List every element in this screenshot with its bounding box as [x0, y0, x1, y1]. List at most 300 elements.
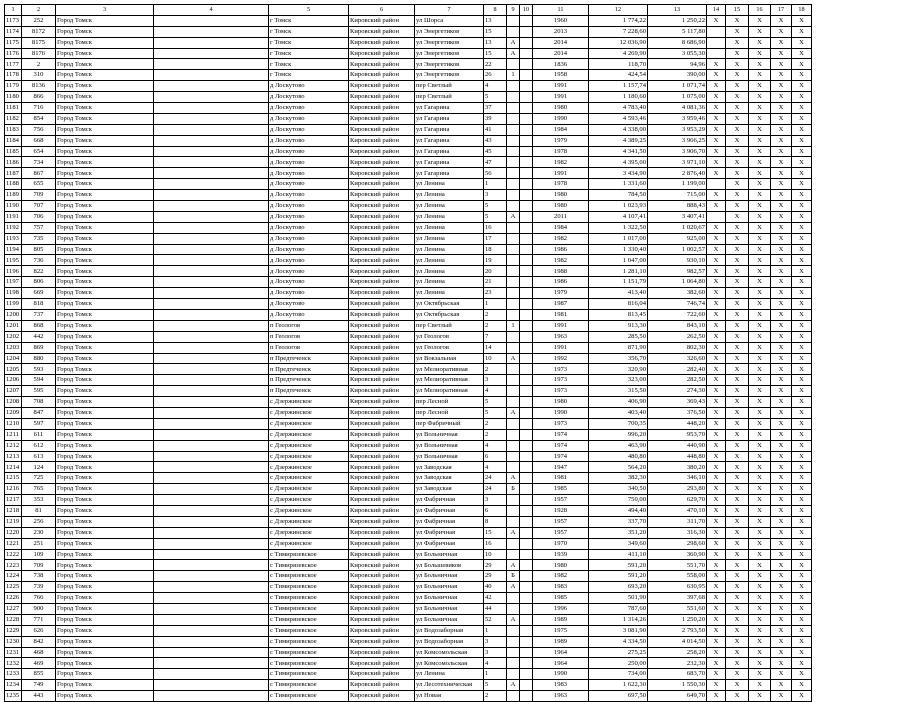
cell-flag-14: X [707, 190, 726, 201]
cell-flag-16: X [749, 647, 771, 658]
cell-year-built: 2013 [533, 26, 589, 37]
table-row [5, 277, 812, 288]
cell-building-letter [507, 244, 520, 255]
cell-object-id: 654 [22, 146, 56, 157]
cell-street: ул Шорса [415, 15, 484, 26]
cell-flag-14: X [707, 593, 726, 604]
table-row [5, 320, 812, 331]
cell-street: ул Ленина [415, 201, 484, 212]
cell-settlement: п Геологов [269, 320, 349, 331]
cell-house-number: 7 [484, 331, 507, 342]
cell-flag-17: X [771, 211, 792, 222]
cell-settlement: д Лоскутово [269, 135, 349, 146]
cell-municipality: Город Томск [56, 59, 154, 70]
cell-flag-15: X [726, 146, 749, 157]
column-header-district: 6 [349, 5, 415, 16]
cell-flag-17: X [771, 266, 792, 277]
cell-row-number: 1217 [5, 495, 22, 506]
cell-object-id: 594 [22, 375, 56, 386]
cell-total-area: 1 774,22 [589, 15, 648, 26]
cell-municipality: Город Томск [56, 429, 154, 440]
cell-flag-15: X [726, 277, 749, 288]
cell-flag-16: X [749, 625, 771, 636]
cell-municipality: Город Томск [56, 549, 154, 560]
cell-settlement: с Дзержинское [269, 440, 349, 451]
cell-flag-15: X [726, 647, 749, 658]
cell-settlement: д Лоскутово [269, 201, 349, 212]
cell-year-built: 1984 [533, 222, 589, 233]
cell-flag-14: X [707, 669, 726, 680]
cell-flag-17: X [771, 593, 792, 604]
cell-street: ул Комсомольская [415, 647, 484, 658]
cell-flag-15: X [726, 15, 749, 26]
cell-settlement: д Лоскутово [269, 211, 349, 222]
cell-flag-14: X [707, 157, 726, 168]
cell-building-block [520, 582, 533, 593]
cell-total-area: 784,50 [589, 190, 648, 201]
cell-row-number: 1218 [5, 505, 22, 516]
cell-object-id: 597 [22, 418, 56, 429]
cell-total-area: 697,50 [589, 691, 648, 702]
cell-object-id: 469 [22, 658, 56, 669]
cell-year-built: 1957 [533, 527, 589, 538]
cell-flag-15: X [726, 625, 749, 636]
cell-flag-14: X [707, 462, 726, 473]
column-header-settlement: 5 [269, 5, 349, 16]
cell-building-letter: А [507, 473, 520, 484]
cell-year-built: 2014 [533, 48, 589, 59]
cell-note [154, 484, 269, 495]
cell-note [154, 157, 269, 168]
cell-settlement: д Лоскутово [269, 299, 349, 310]
cell-street: пер Лесной [415, 397, 484, 408]
cell-street: ул Геологов [415, 331, 484, 342]
cell-total-area: 424,54 [589, 70, 648, 81]
table-row [5, 625, 812, 636]
cell-year-built: 1982 [533, 571, 589, 582]
cell-district: Кировский район [349, 277, 415, 288]
cell-municipality: Город Томск [56, 407, 154, 418]
table-row [5, 255, 812, 266]
cell-municipality: Город Томск [56, 462, 154, 473]
cell-object-id: 81 [22, 505, 56, 516]
cell-living-area: 5 117,80 [648, 26, 707, 37]
cell-flag-15: X [726, 429, 749, 440]
cell-flag-16: X [749, 451, 771, 462]
cell-flag-17: X [771, 397, 792, 408]
cell-building-block [520, 92, 533, 103]
cell-settlement: г Томск [269, 59, 349, 70]
cell-district: Кировский район [349, 680, 415, 691]
column-header-row-number: 1 [5, 5, 22, 16]
cell-street: ул Мелиоративная [415, 375, 484, 386]
cell-building-letter: А [507, 582, 520, 593]
cell-house-number: 26 [484, 70, 507, 81]
cell-house-number: 5 [484, 407, 507, 418]
cell-total-area: 913,30 [589, 320, 648, 331]
cell-flag-14: X [707, 527, 726, 538]
cell-flag-18: X [792, 124, 812, 135]
cell-flag-15: X [726, 473, 749, 484]
cell-flag-17: X [771, 538, 792, 549]
cell-house-number: 2 [484, 309, 507, 320]
cell-flag-14: X [707, 277, 726, 288]
cell-street: ул Заводская [415, 473, 484, 484]
cell-house-number: 6 [484, 505, 507, 516]
cell-object-id: 8176 [22, 48, 56, 59]
table-row [5, 658, 812, 669]
table-row [5, 375, 812, 386]
cell-flag-14 [707, 26, 726, 37]
cell-district: Кировский район [349, 560, 415, 571]
cell-year-built: 1979 [533, 135, 589, 146]
cell-note [154, 255, 269, 266]
cell-street: ул Фабричная [415, 495, 484, 506]
cell-row-number: 1228 [5, 614, 22, 625]
table-row [5, 669, 812, 680]
cell-total-area: 871,90 [589, 342, 648, 353]
cell-living-area: 802,30 [648, 342, 707, 353]
cell-building-block [520, 37, 533, 48]
cell-street: ул Вольничная [415, 429, 484, 440]
cell-house-number: 8 [484, 516, 507, 527]
cell-building-block [520, 375, 533, 386]
cell-total-area: 734,00 [589, 669, 648, 680]
cell-flag-18: X [792, 473, 812, 484]
cell-object-id: 669 [22, 288, 56, 299]
cell-flag-17: X [771, 342, 792, 353]
cell-flag-16: X [749, 222, 771, 233]
cell-municipality: Город Томск [56, 593, 154, 604]
cell-total-area: 1 330,40 [589, 244, 648, 255]
cell-note [154, 636, 269, 647]
cell-note [154, 658, 269, 669]
cell-living-area: 1 071,74 [648, 81, 707, 92]
cell-note [154, 397, 269, 408]
cell-flag-18: X [792, 484, 812, 495]
cell-flag-17: X [771, 658, 792, 669]
cell-total-area: 323,00 [589, 375, 648, 386]
cell-flag-15: X [726, 190, 749, 201]
cell-year-built: 1991 [533, 342, 589, 353]
cell-flag-14: X [707, 680, 726, 691]
cell-building-letter: Б [507, 571, 520, 582]
cell-object-id: 735 [22, 233, 56, 244]
cell-house-number: 13 [484, 15, 507, 26]
table-row [5, 342, 812, 353]
cell-house-number: 19 [484, 255, 507, 266]
cell-building-block [520, 146, 533, 157]
table-row [5, 146, 812, 157]
cell-year-built: 2011 [533, 211, 589, 222]
cell-street: ул Вольничная [415, 451, 484, 462]
cell-living-area: 376,50 [648, 407, 707, 418]
cell-living-area: 311,70 [648, 516, 707, 527]
cell-flag-17: X [771, 81, 792, 92]
cell-flag-16: X [749, 37, 771, 48]
table-row [5, 92, 812, 103]
cell-building-letter: А [507, 211, 520, 222]
cell-street: ул Гагарина [415, 157, 484, 168]
table-row [5, 15, 812, 26]
cell-flag-18: X [792, 538, 812, 549]
cell-municipality: Город Томск [56, 342, 154, 353]
cell-object-id: 737 [22, 309, 56, 320]
cell-object-id: 707 [22, 201, 56, 212]
cell-flag-14 [707, 211, 726, 222]
cell-total-area: 349,60 [589, 538, 648, 549]
cell-building-letter [507, 113, 520, 124]
cell-total-area: 463,90 [589, 440, 648, 451]
cell-building-letter [507, 201, 520, 212]
cell-flag-15: X [726, 571, 749, 582]
cell-municipality: Город Томск [56, 168, 154, 179]
cell-municipality: Город Томск [56, 527, 154, 538]
cell-note [154, 81, 269, 92]
cell-flag-18: X [792, 179, 812, 190]
cell-total-area: 413,40 [589, 288, 648, 299]
cell-building-letter [507, 593, 520, 604]
cell-flag-15: X [726, 255, 749, 266]
column-header-municipality: 3 [56, 5, 154, 16]
cell-municipality: Город Томск [56, 255, 154, 266]
cell-building-block [520, 603, 533, 614]
cell-building-letter [507, 81, 520, 92]
cell-living-area: 4 081,36 [648, 103, 707, 114]
cell-flag-14: X [707, 603, 726, 614]
cell-building-letter: А [507, 407, 520, 418]
cell-flag-16: X [749, 103, 771, 114]
cell-object-id: 749 [22, 680, 56, 691]
cell-total-area: 787,60 [589, 603, 648, 614]
cell-flag-17: X [771, 277, 792, 288]
cell-flag-16: X [749, 201, 771, 212]
cell-flag-18: X [792, 201, 812, 212]
cell-flag-15: X [726, 48, 749, 59]
table-row [5, 59, 812, 70]
cell-settlement: с Тимирязевское [269, 571, 349, 582]
cell-flag-16: X [749, 484, 771, 495]
cell-district: Кировский район [349, 636, 415, 647]
cell-row-number: 1179 [5, 81, 22, 92]
cell-year-built: 1978 [533, 179, 589, 190]
cell-settlement: п Предтеченск [269, 375, 349, 386]
cell-flag-18: X [792, 135, 812, 146]
cell-flag-18: X [792, 288, 812, 299]
cell-building-letter: 1 [507, 70, 520, 81]
cell-flag-18: X [792, 669, 812, 680]
cell-year-built: 1928 [533, 505, 589, 516]
cell-object-id: 818 [22, 299, 56, 310]
cell-building-letter [507, 429, 520, 440]
cell-flag-14: X [707, 222, 726, 233]
cell-settlement: д Лоскутово [269, 103, 349, 114]
cell-flag-14: X [707, 582, 726, 593]
cell-flag-18: X [792, 647, 812, 658]
cell-flag-18: X [792, 244, 812, 255]
cell-object-id: 595 [22, 386, 56, 397]
cell-building-letter [507, 603, 520, 614]
cell-settlement: с Дзержинское [269, 473, 349, 484]
cell-house-number: 3 [484, 375, 507, 386]
cell-year-built: 1982 [533, 157, 589, 168]
cell-building-letter [507, 538, 520, 549]
cell-municipality: Город Томск [56, 266, 154, 277]
cell-house-number: 5 [484, 92, 507, 103]
cell-house-number: 24 [484, 473, 507, 484]
cell-house-number: 4 [484, 658, 507, 669]
cell-house-number: 6 [484, 451, 507, 462]
column-header-building-letter: 9 [507, 5, 520, 16]
cell-flag-15: X [726, 201, 749, 212]
cell-flag-14: X [707, 484, 726, 495]
cell-street: ул Ленина [415, 179, 484, 190]
cell-district: Кировский район [349, 407, 415, 418]
cell-house-number: 3 [484, 636, 507, 647]
cell-note [154, 680, 269, 691]
cell-note [154, 135, 269, 146]
cell-note [154, 103, 269, 114]
cell-note [154, 440, 269, 451]
cell-flag-16: X [749, 658, 771, 669]
cell-building-letter: А [507, 527, 520, 538]
cell-district: Кировский район [349, 48, 415, 59]
cell-living-area: 382,60 [648, 288, 707, 299]
cell-total-area: 250,00 [589, 658, 648, 669]
cell-street: ул Гагарина [415, 124, 484, 135]
cell-note [154, 299, 269, 310]
cell-total-area: 4 338,00 [589, 124, 648, 135]
cell-building-letter: А [507, 680, 520, 691]
cell-building-block [520, 462, 533, 473]
cell-house-number: 43 [484, 135, 507, 146]
cell-flag-18: X [792, 92, 812, 103]
cell-total-area: 351,20 [589, 527, 648, 538]
cell-row-number: 1223 [5, 560, 22, 571]
cell-settlement: п Предтеченск [269, 353, 349, 364]
table-row [5, 495, 812, 506]
cell-flag-18: X [792, 397, 812, 408]
cell-street: ул Мелиоративная [415, 386, 484, 397]
cell-flag-17: X [771, 473, 792, 484]
cell-flag-18: X [792, 603, 812, 614]
cell-settlement: д Лоскутово [269, 113, 349, 124]
cell-flag-16: X [749, 299, 771, 310]
cell-object-id: 757 [22, 222, 56, 233]
table-row [5, 266, 812, 277]
cell-building-letter [507, 625, 520, 636]
cell-house-number: 1 [484, 299, 507, 310]
cell-flag-15: X [726, 549, 749, 560]
cell-row-number: 1220 [5, 527, 22, 538]
cell-house-number: 1 [484, 669, 507, 680]
cell-house-number: 15 [484, 26, 507, 37]
cell-settlement: д Лоскутово [269, 222, 349, 233]
cell-district: Кировский район [349, 516, 415, 527]
cell-object-id: 256 [22, 516, 56, 527]
cell-district: Кировский район [349, 451, 415, 462]
cell-note [154, 614, 269, 625]
cell-note [154, 37, 269, 48]
cell-object-id: 709 [22, 560, 56, 571]
cell-settlement: д Лоскутово [269, 244, 349, 255]
cell-note [154, 549, 269, 560]
cell-building-block [520, 201, 533, 212]
cell-year-built: 1984 [533, 124, 589, 135]
cell-flag-17: X [771, 320, 792, 331]
cell-object-id: 880 [22, 353, 56, 364]
cell-total-area: 337,70 [589, 516, 648, 527]
cell-flag-16: X [749, 375, 771, 386]
cell-object-id: 612 [22, 440, 56, 451]
cell-building-block [520, 440, 533, 451]
cell-note [154, 342, 269, 353]
cell-municipality: Город Томск [56, 222, 154, 233]
cell-building-block [520, 81, 533, 92]
cell-row-number: 1216 [5, 484, 22, 495]
cell-note [154, 124, 269, 135]
table-row [5, 124, 812, 135]
cell-row-number: 1207 [5, 386, 22, 397]
cell-flag-18: X [792, 342, 812, 353]
cell-flag-17: X [771, 15, 792, 26]
cell-building-block [520, 331, 533, 342]
cell-settlement: г Томск [269, 26, 349, 37]
cell-flag-16: X [749, 560, 771, 571]
cell-row-number: 1196 [5, 266, 22, 277]
cell-note [154, 70, 269, 81]
cell-flag-15: X [726, 484, 749, 495]
cell-flag-15: X [726, 266, 749, 277]
cell-row-number: 1195 [5, 255, 22, 266]
cell-year-built: 1979 [533, 288, 589, 299]
cell-flag-16: X [749, 331, 771, 342]
cell-total-area: 494,40 [589, 505, 648, 516]
cell-building-block [520, 669, 533, 680]
cell-house-number: 45 [484, 146, 507, 157]
cell-street: ул Гагарина [415, 113, 484, 124]
cell-year-built: 1981 [533, 309, 589, 320]
cell-note [154, 222, 269, 233]
cell-flag-16: X [749, 342, 771, 353]
cell-flag-15: X [726, 222, 749, 233]
cell-note [154, 26, 269, 37]
cell-building-letter: А [507, 37, 520, 48]
cell-living-area: 930,10 [648, 255, 707, 266]
cell-flag-18: X [792, 451, 812, 462]
cell-district: Кировский район [349, 691, 415, 702]
cell-street: ул Вокзальная [415, 353, 484, 364]
cell-total-area: 813,45 [589, 309, 648, 320]
cell-building-block [520, 560, 533, 571]
cell-year-built: 1991 [533, 168, 589, 179]
cell-flag-14: X [707, 70, 726, 81]
cell-flag-15: X [726, 440, 749, 451]
cell-district: Кировский район [349, 571, 415, 582]
cell-building-block [520, 103, 533, 114]
cell-street: ул Фабричная [415, 505, 484, 516]
cell-street: ул Ленина [415, 255, 484, 266]
cell-house-number: 40 [484, 582, 507, 593]
cell-building-letter [507, 309, 520, 320]
cell-building-letter [507, 636, 520, 647]
cell-municipality: Город Томск [56, 331, 154, 342]
table-row [5, 168, 812, 179]
cell-object-id: 310 [22, 70, 56, 81]
cell-object-id: 822 [22, 266, 56, 277]
cell-building-block [520, 505, 533, 516]
cell-flag-18: X [792, 386, 812, 397]
